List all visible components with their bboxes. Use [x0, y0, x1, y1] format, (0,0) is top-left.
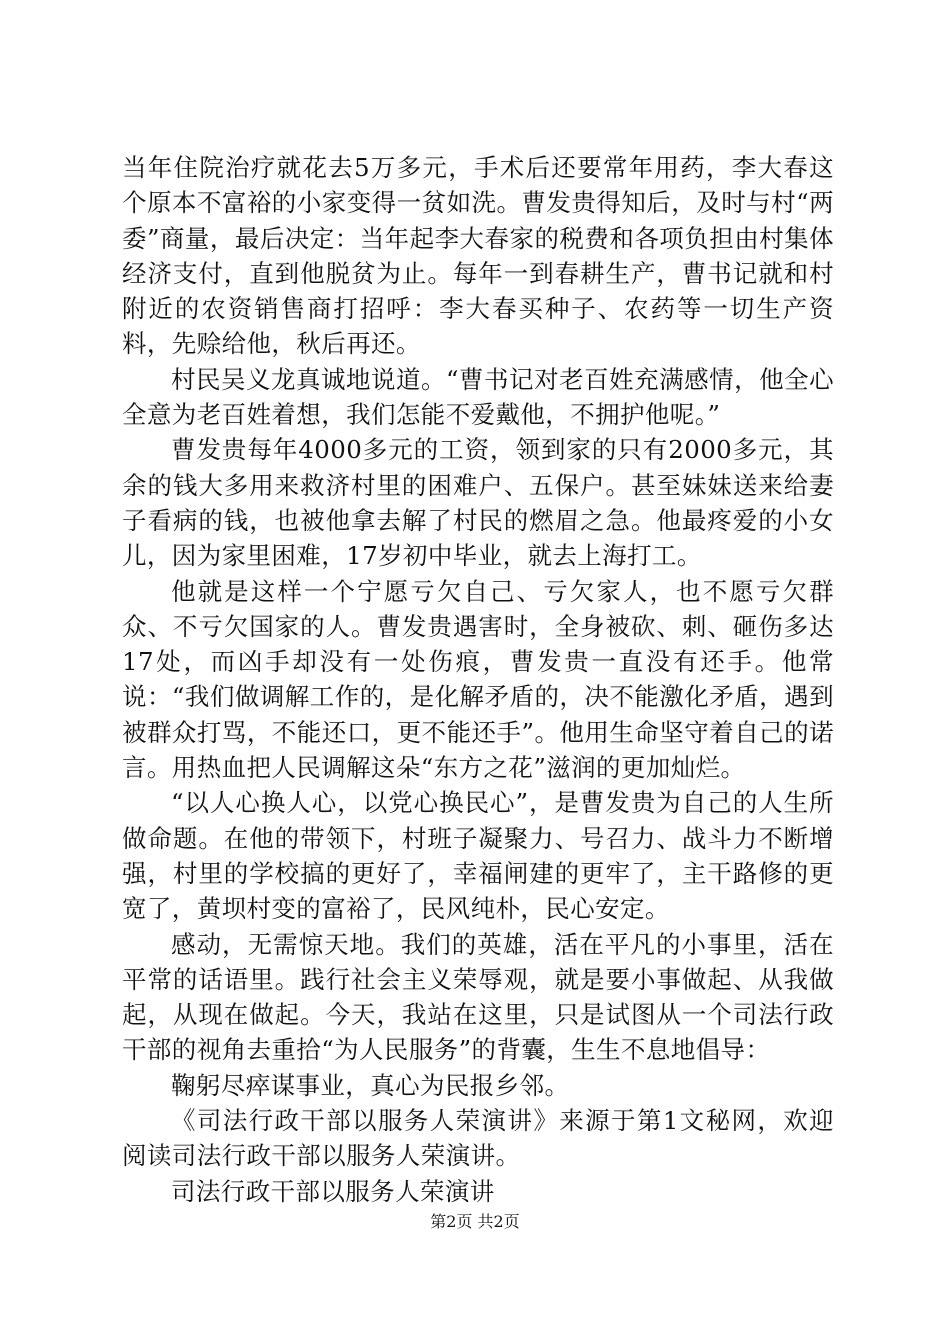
paragraph: 感动，无需惊天地。我们的英雄，活在平凡的小事里，活在平常的话语里。践行社会主义荣辱观，就是要小事做起、从我做起，从现在做起。今天，我站在这里，只是试图从一个司法行政干部的视角去重拾“为人民服务”的背囊，生生不息地倡导：: [122, 929, 834, 1065]
paragraph: 《司法行政干部以服务人荣演讲》来源于第1文秘网，欢迎阅读司法行政干部以服务人荣演讲。: [122, 1106, 834, 1171]
document-body: [122, 150, 834, 1209]
paragraph: 村民吴义龙真诚地说道。“曹书记对老百姓充满感情，他全心全意为老百姓着想，我们怎能不爱戴他，不拥护他呢。”: [122, 364, 834, 430]
paragraph: 鞠躬尽瘁谋事业，真心为民报乡邻。: [171, 1070, 570, 1100]
paragraph: 他就是这样一个宁愿亏欠自己、亏欠家人，也不愿亏欠群众、不亏欠国家的人。曹发贵遇害时，全身被砍、刺、砸伤多达17处，而凶手却没有一处伤痕，曹发贵一直没有还手。他常说：“我们做调解工作的，是化解矛盾的，决不能激化矛盾，遇到被群众打骂，不能还口，更不能还手”。他用生命坚守着自己的诺言。用热血把人民调解这朵“东方之花”滋润的更加灿烂。: [122, 576, 834, 783]
paragraph: “以人心换人心，以党心换民心”，是曹发贵为自己的人生所做命题。在他的带领下，村班子凝聚力、号召力、战斗力不断增强，村里的学校搞的更好了，幸福闸建的更牢了，主干路修的更宽了，黄坝村变的富裕了，民风纯朴，民心安定。: [122, 788, 834, 924]
paragraph: 当年住院治疗就花去5万多元，手术后还要常年用药，李大春这个原本不富裕的小家变得一贫如洗。曹发贵得知后，及时与村“两委”商量，最后决定：当年起李大春家的税费和各项负担由村集体经济支付，直到他脱贫为止。每年一到春耕生产，曹书记就和村附近的农资销售商打招呼：李大春买种子、农药等一切生产资料，先赊给他，秋后再还。: [122, 153, 834, 359]
paragraph: 曹发贵每年4000多元的工资，领到家的只有2000多元，其余的钱大多用来救济村里的困难户、五保户。甚至妹妹送来给妻子看病的钱，也被他拿去解了村民的燃眉之急。他最疼爱的小女儿，因为家里困难，17岁初中毕业，就去上海打工。: [122, 435, 834, 571]
page-number: 第2页 共2页: [430, 1212, 520, 1231]
paragraph: 司法行政干部以服务人荣演讲: [171, 1176, 495, 1206]
page-footer: [0, 1212, 950, 1232]
